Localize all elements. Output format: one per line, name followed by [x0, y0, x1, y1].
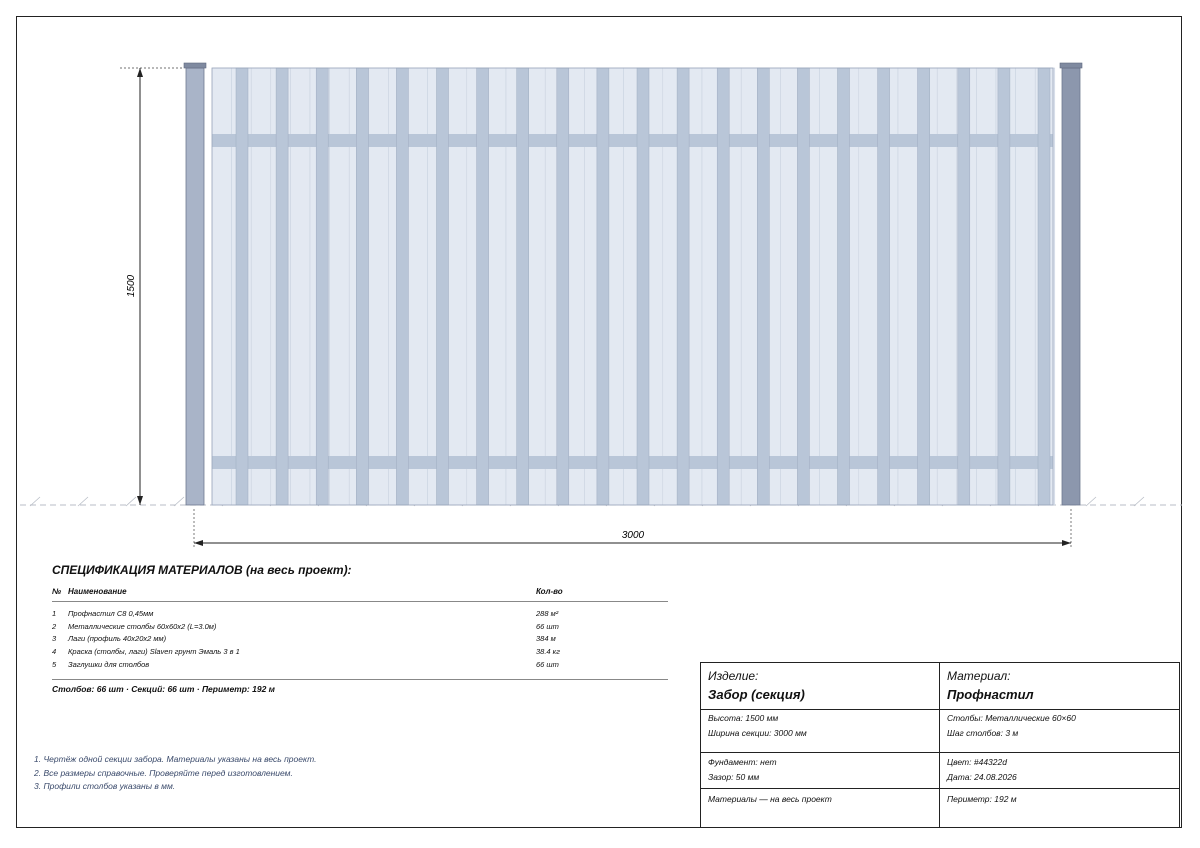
spec-row-name: Краска (столбы, лаги) Slaven грунт Эмаль 3 в 1 — [68, 647, 240, 657]
fence-profile-rib — [797, 68, 809, 505]
note-item: 3. Профили столбов указаны в мм. — [34, 781, 176, 791]
fence-profile-rib — [838, 68, 850, 505]
spec-header-qty: Кол-во — [536, 587, 563, 596]
fence-picket — [937, 68, 957, 505]
fence-profile-rib — [1038, 68, 1050, 505]
left-post-cap — [184, 63, 206, 68]
note-item: 1. Чертёж одной секции забора. Материалы указаны на весь проект. — [34, 754, 317, 764]
fence-profile-rib — [316, 68, 328, 505]
spec-row-qty: 38.4 кг — [536, 647, 560, 657]
spec-summary: Столбов: 66 шт · Секций: 66 шт · Периметр: 192 м — [52, 683, 275, 694]
height-arrow-bottom — [137, 496, 143, 505]
spec-row-no: 3 — [52, 634, 57, 644]
fence-profile-rib — [998, 68, 1010, 505]
spec-row-name: Лаги (профиль 40x20x2 мм) — [68, 634, 167, 644]
gap-value: Зазор: 50 мм — [708, 772, 760, 782]
fence-profile-rib — [557, 68, 569, 505]
title-block-divider — [701, 709, 1179, 710]
spec-row — [52, 607, 668, 620]
fence-picket — [898, 68, 918, 505]
fence-profile-rib — [757, 68, 769, 505]
date-value: Дата: 24.08.2026 — [947, 772, 1017, 782]
material-value: Профнастил — [947, 687, 1034, 702]
material-label: Материал: — [947, 669, 1011, 683]
spec-header-row — [52, 587, 668, 602]
drawing-notes — [34, 754, 316, 795]
spec-row-qty: 384 м — [536, 634, 556, 644]
color-value: Цвет: #44322d — [947, 757, 1007, 767]
fence-section — [184, 63, 1082, 505]
height-dimension-label: 1500 — [126, 274, 137, 298]
spec-title: СПЕЦИФИКАЦИЯ МАТЕРИАЛОВ (на весь проект): — [52, 563, 352, 577]
fence-profile-rib — [677, 68, 689, 505]
spec-row — [52, 645, 668, 658]
fence-profile-rib — [958, 68, 970, 505]
fence-picket — [976, 68, 996, 505]
perimeter-value: Периметр: 192 м — [947, 794, 1017, 804]
materials-note: Материалы — на весь проект — [708, 794, 832, 804]
right-post — [1062, 68, 1080, 505]
post-step-value: Шаг столбов: 3 м — [947, 728, 1019, 738]
spec-row-qty: 66 шт — [536, 660, 559, 670]
fence-profile-rib — [356, 68, 368, 505]
fence-picket — [369, 68, 389, 505]
spec-row — [52, 620, 668, 633]
product-value: Забор (секция) — [708, 687, 805, 702]
spec-row-no: 2 — [52, 621, 57, 631]
fence-profile-rib — [597, 68, 609, 505]
product-label: Изделие: — [708, 669, 759, 683]
fence-picket — [330, 68, 350, 505]
spec-row-no: 1 — [52, 608, 57, 618]
fence-picket — [251, 68, 271, 505]
note-item: 2. Все размеры справочные. Проверяйте перед изготовлением. — [34, 767, 293, 778]
fence-picket — [859, 68, 879, 505]
spec-row-no: 4 — [52, 647, 57, 657]
title-block-divider — [701, 752, 1179, 753]
spec-header-name: Наименование — [68, 587, 127, 596]
spec-row-name: Профнастил С8 0,45мм — [68, 608, 154, 618]
materials-specification — [52, 563, 668, 694]
height-value: Высота: 1500 мм — [708, 713, 779, 723]
fence-picket — [290, 68, 310, 505]
fence-picket — [212, 68, 232, 505]
title-block-divider — [939, 663, 940, 827]
width-arrow-left — [194, 540, 203, 546]
fence-profile-rib — [878, 68, 890, 505]
title-block — [700, 662, 1180, 828]
fence-picket — [408, 68, 428, 505]
fence-profile-rib — [517, 68, 529, 505]
spec-row-name: Металлические столбы 60x60x2 (L=3.0м) — [68, 621, 217, 631]
posts-value: Столбы: Металлические 60×60 — [947, 713, 1076, 723]
fence-profile-rib — [276, 68, 288, 505]
fence-picket — [1016, 68, 1036, 505]
fence-profile-rib — [477, 68, 489, 505]
fence-profile-rib — [717, 68, 729, 505]
spec-row-no: 5 — [52, 660, 57, 670]
spec-row-qty: 66 шт — [536, 621, 559, 631]
fence-picket — [780, 68, 800, 505]
width-dimension-label: 3000 — [621, 530, 645, 541]
title-block-divider — [701, 788, 1179, 789]
fence-profile-rib — [236, 68, 248, 505]
spec-header-no: № — [52, 587, 62, 596]
left-post — [186, 68, 204, 505]
fence-picket — [820, 68, 840, 505]
right-post-cap — [1060, 63, 1082, 68]
fence-picket — [447, 68, 467, 505]
fence-profile-rib — [396, 68, 408, 505]
foundation-value: Фундамент: нет — [708, 757, 777, 767]
spec-rows — [52, 602, 668, 680]
width-value: Ширина секции: 3000 мм — [708, 728, 807, 738]
spec-row — [52, 633, 668, 646]
fence-profile-rib — [437, 68, 449, 505]
width-arrow-right — [1062, 540, 1071, 546]
fence-profile-rib — [918, 68, 930, 505]
height-arrow-top — [137, 68, 143, 77]
fence-profile-rib — [637, 68, 649, 505]
spec-row-qty: 288 м² — [536, 608, 559, 618]
spec-row-name: Заглушки для столбов — [68, 660, 150, 670]
spec-row — [52, 658, 668, 671]
fence-picket — [486, 68, 506, 505]
